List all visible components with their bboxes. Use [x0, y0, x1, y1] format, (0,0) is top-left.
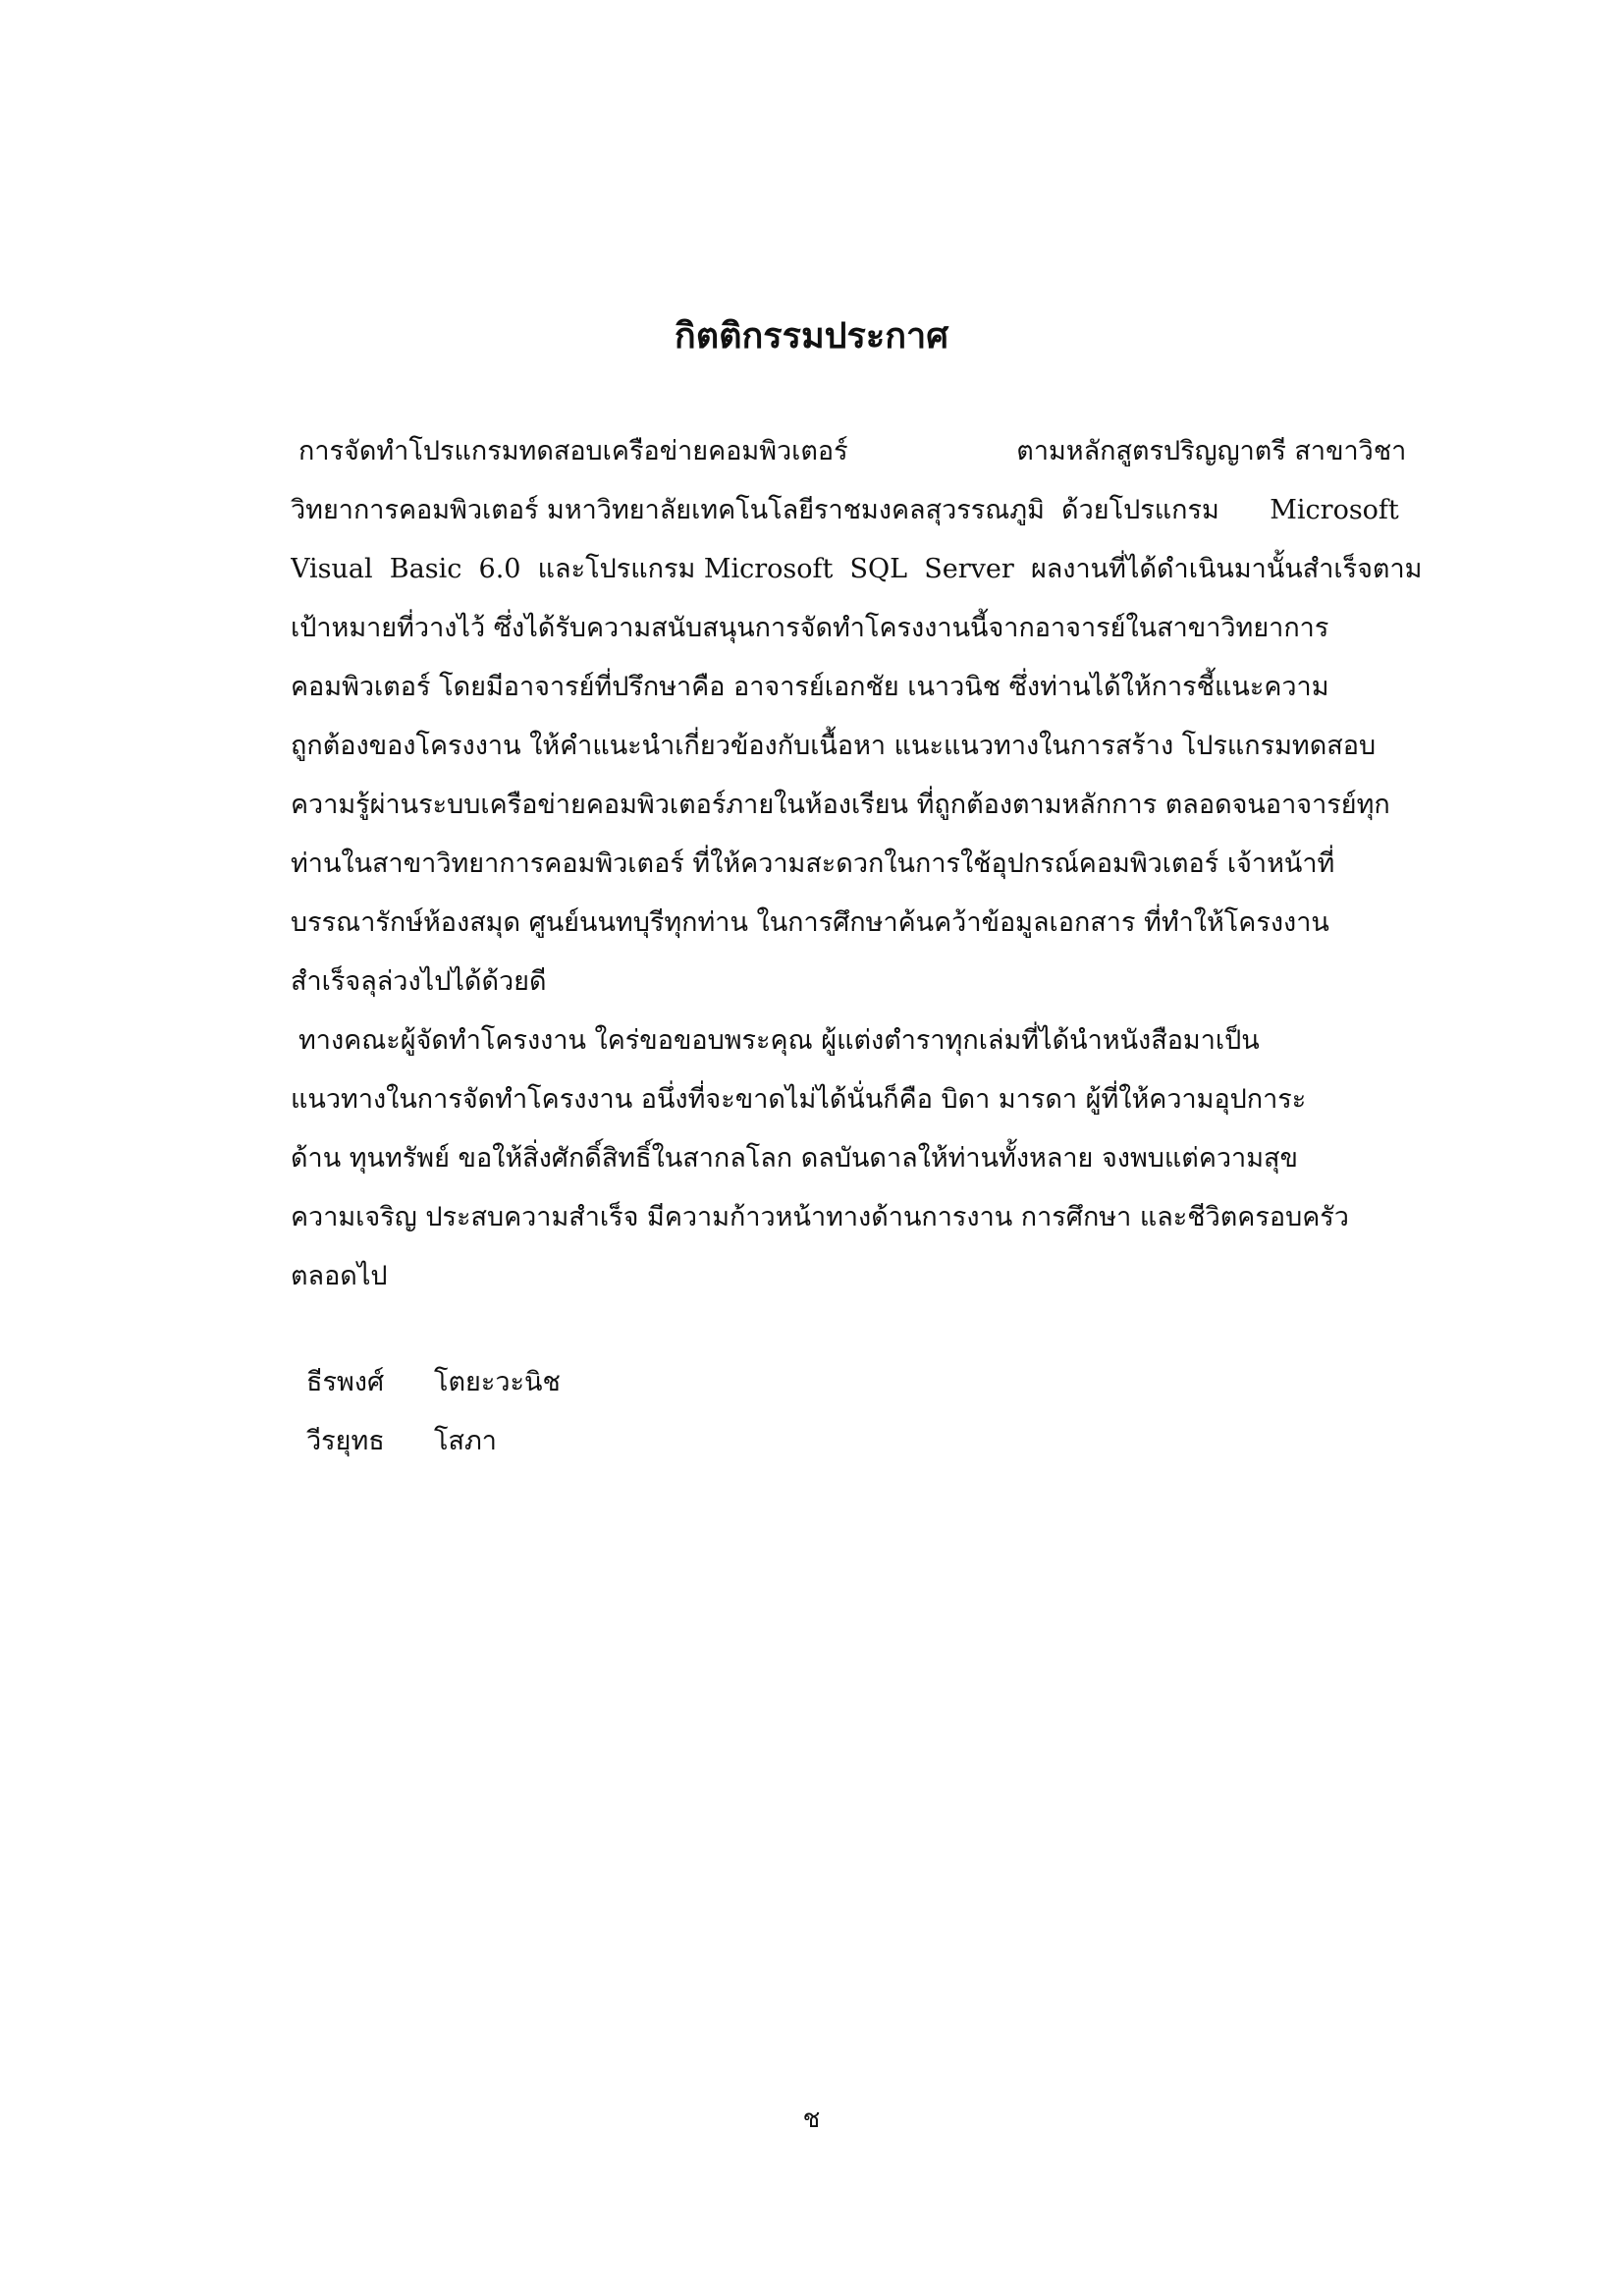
paragraph1-line: Visual Basic 6.0 และโปรแกรม Microsoft SQL Server ผลงานที่ได้ดำเนินมานั้นสำเร็จตาม	[291, 554, 1423, 584]
paragraph2-line: แนวทางในการจัดทำโครงงาน อนึ่งที่จะขาดไม่ได้นั่นก็คือ บิดา มารดา ผู้ที่ให้ความอุปการะ	[291, 1084, 1307, 1115]
signature-row	[306, 1412, 561, 1471]
paragraph2-line: ด้าน ทุนทรัพย์ ขอให้สิ่งศักดิ์สิทธิ์ในสากลโลก ดลบันดาลให้ท่านทั้งหลาย จงพบแต่ความสุข	[291, 1143, 1298, 1174]
paragraph2-line: ความเจริญ ประสบความสำเร็จ มีความก้าวหน้าทางด้านการงาน การศึกษา และชีวิตครอบครัว	[291, 1202, 1349, 1232]
paragraph1-line: บรรณารักษ์ห้องสมุด ศูนย์นนทบุรีทุกท่าน ในการศึกษาค้นคว้าข้อมูลเอกสาร ที่ทำให้โครงงาน	[291, 907, 1329, 938]
signer-last-name: โสภา	[434, 1426, 497, 1456]
paragraph1-line: การจัดทำโปรแกรมทดสอบเครือข่ายคอมพิวเตอร์ ตามหลักสูตรปริญญาตรี สาขาวิชา	[298, 436, 1407, 466]
paragraph1-line: ความรู้ผ่านระบบเครือข่ายคอมพิวเตอร์ภายในห้องเรียน ที่ถูกต้องตามหลักการ ตลอดจนอาจารย์ทุก	[291, 790, 1390, 820]
signer-first-name: วีรยุทธ	[306, 1426, 385, 1456]
signer-last-name: โตยะวะนิช	[434, 1367, 561, 1397]
page-title: กิตติกรรมประกาศ	[674, 315, 949, 356]
signer-first-name: ธีรพงศ์	[306, 1367, 385, 1397]
paragraph1-line: ท่านในสาขาวิทยาการคอมพิวเตอร์ ที่ให้ความสะดวกในการใช้อุปกรณ์คอมพิวเตอร์ เจ้าหน้าที่	[291, 848, 1335, 879]
paragraph1-line: ถูกต้องของโครงงาน ให้คำแนะนำเกี่ยวข้องกับเนื้อหา แนะแนวทางในการสร้าง โปรแกรมทดสอบ	[291, 731, 1377, 761]
paragraph1-line: วิทยาการคอมพิวเตอร์ มหาวิทยาลัยเทคโนโลยีราชมงคลสุวรรณภูมิ ด้วยโปรแกรม Microsoft	[291, 495, 1399, 525]
page-number: ช	[802, 2105, 821, 2134]
signature-row	[306, 1353, 561, 1412]
paragraph2-line: ทางคณะผู้จัดทำโครงงาน ใคร่ขอขอบพระคุณ ผู้แต่งตำราทุกเล่มที่ได้นำหนังสือมาเป็น	[298, 1025, 1260, 1056]
paragraph1-line: เป้าหมายที่วางไว้ ซึ่งได้รับความสนับสนุนการจัดทำโครงงานนี้จากอาจารย์ในสาขาวิทยาการ	[291, 613, 1329, 643]
acknowledgement-body	[291, 422, 1439, 1306]
paragraph1-line: สำเร็จลุล่วงไปได้ด้วยดี	[291, 966, 547, 997]
paragraph1-line: คอมพิวเตอร์ โดยมีอาจารย์ที่ปรึกษาคือ อาจารย์เอกชัย เนาวนิช ซึ่งท่านได้ให้การชี้แนะความ	[291, 672, 1329, 702]
paragraph2-line: ตลอดไป	[291, 1261, 388, 1291]
signature-block	[306, 1353, 561, 1471]
